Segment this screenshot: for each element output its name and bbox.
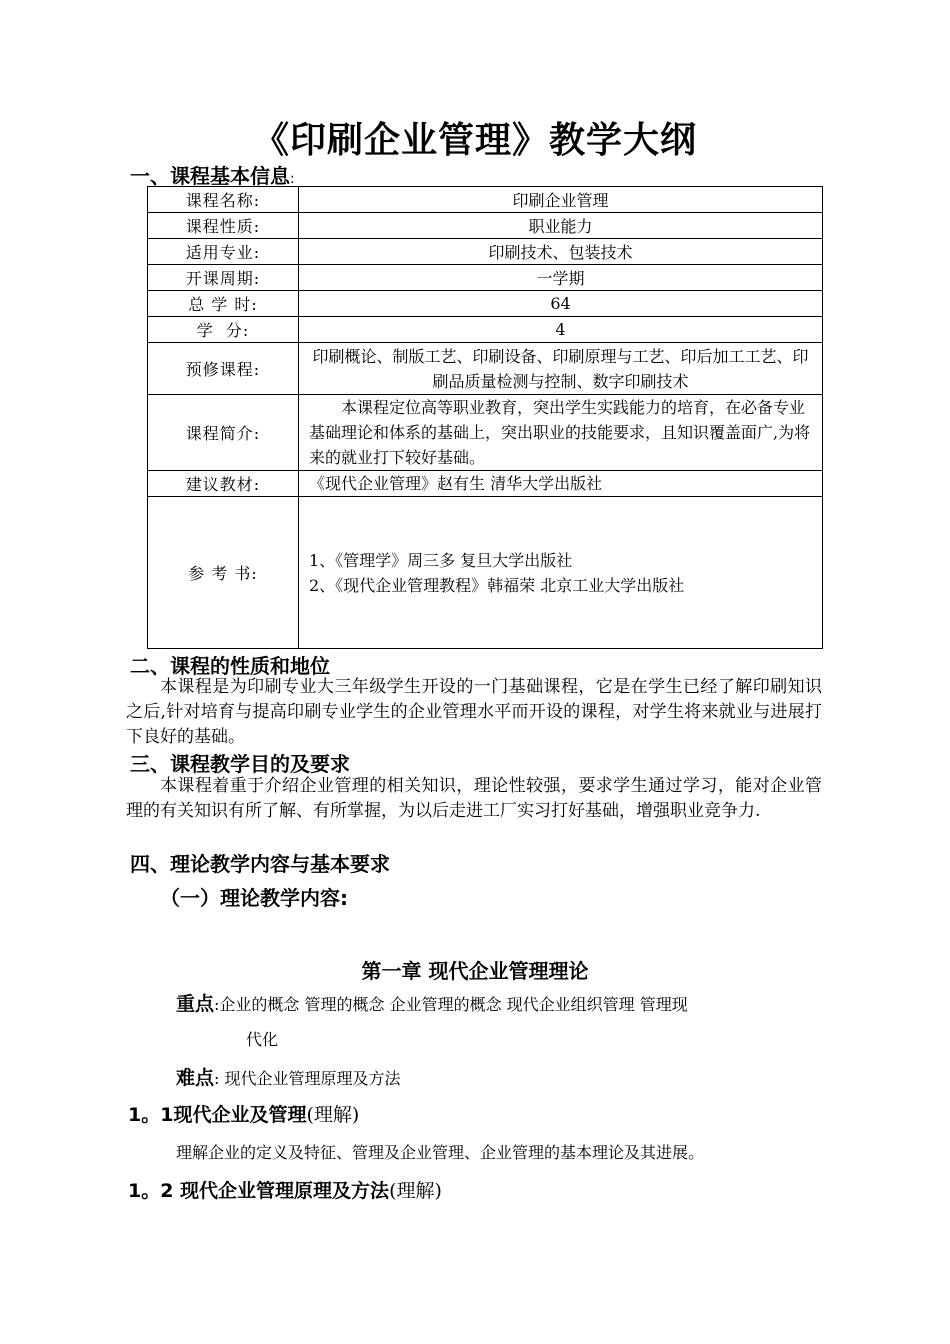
intro-label: 课程简介:	[148, 395, 299, 471]
hours-value: 64	[299, 291, 823, 317]
ref-item: 2、《现代企业管理教程》韩福荣 北京工业大学出版社	[309, 575, 685, 595]
section-heading-text: 一、课程基本信息	[130, 164, 290, 188]
key-points-line	[176, 986, 688, 1023]
course-info-table	[147, 186, 823, 649]
section-1-2-tag: (理解)	[389, 1180, 442, 1202]
course-nature-value: 职业能力	[299, 213, 823, 239]
textbook-value: 《现代企业管理》赵有生 清华大学出版社	[299, 471, 823, 497]
section-1-1-title: 1。1现代企业及管理	[128, 1104, 307, 1126]
intro-value: 本课程定位高等职业教育，突出学生实践能力的培育，在必备专业基础理论和体系的基础上，突出职业的技能要求，且知识覆盖面广,为将来的就业打下较好基础。	[299, 395, 823, 471]
section-goals-body: 本课程着重于介绍企业管理的相关知识，理论性较强，要求学生通过学习，能对企业管理的有关知识有所了解、有所掌握，为以后走进工厂实习打好基础，增强职业竞争力.	[126, 776, 822, 821]
table-row	[148, 471, 823, 497]
table-row	[148, 187, 823, 213]
section-heading-colon: :	[290, 171, 295, 187]
document-title: 《印刷企业管理》教学大纲	[252, 120, 697, 161]
table-row	[148, 265, 823, 291]
section-nature-body: 本课程是为印刷专业大三年级学生开设的一门基础课程，它是在学生已经了解印刷知识之后,针对培育与提高印刷专业学生的企业管理水平而开设的课程，对学生将来就业与进展打下良好的基础。	[126, 677, 822, 747]
section-heading-theory: 四、理论教学内容与基本要求	[130, 852, 390, 876]
period-label: 开课周期:	[148, 265, 299, 291]
section-1-1-body: 理解企业的定义及特征、管理及企业管理、企业管理的基本理论及其进展。	[176, 1143, 705, 1162]
difficult-points-line	[176, 1060, 401, 1097]
section-1-1-heading	[128, 1100, 359, 1127]
credits-value: 4	[299, 317, 823, 343]
key-points-continuation: 代化	[246, 1030, 279, 1049]
difficult-points-colon: :	[214, 1069, 220, 1088]
ref-item: 1、《管理学》周三多 复旦大学出版社	[309, 550, 573, 570]
section-heading-nature: 二、课程的性质和地位	[130, 654, 330, 678]
difficult-points-text: 现代企业管理原理及方法	[224, 1069, 401, 1088]
course-name-value: 印刷企业管理	[299, 187, 823, 213]
period-value: 一学期	[299, 265, 823, 291]
major-label: 适用专业:	[148, 239, 299, 265]
section-1-2-heading	[128, 1176, 442, 1203]
refs-value	[299, 497, 823, 649]
difficult-points-label: 难点	[176, 1067, 215, 1089]
table-row	[148, 213, 823, 239]
table-row	[148, 317, 823, 343]
table-row	[148, 343, 823, 395]
table-row	[148, 291, 823, 317]
section-heading-goals: 三、课程教学目的及要求	[130, 752, 350, 776]
chapter-title: 第一章 现代企业管理理论	[361, 959, 589, 983]
credits-label: 学 分:	[148, 317, 299, 343]
table-row	[148, 497, 823, 649]
prereq-value: 印刷概论、制版工艺、印刷设备、印刷原理与工艺、印后加工工艺、印刷品质量检测与控制、数字印刷技术	[299, 343, 823, 395]
hours-label: 总 学 时:	[148, 291, 299, 317]
subsection-heading-theory-content: （一）理论教学内容:	[160, 886, 348, 910]
prereq-label: 预修课程:	[148, 343, 299, 395]
textbook-label: 建议教材:	[148, 471, 299, 497]
course-nature-label: 课程性质:	[148, 213, 299, 239]
table-row	[148, 395, 823, 471]
course-name-label: 课程名称:	[148, 187, 299, 213]
refs-label: 参 考 书:	[148, 497, 299, 649]
key-points-colon: :	[214, 995, 220, 1014]
table-row	[148, 239, 823, 265]
key-points-label: 重点	[176, 993, 215, 1015]
section-1-1-tag: (理解)	[306, 1104, 360, 1126]
major-value: 印刷技术、包装技术	[299, 239, 823, 265]
section-heading-basic-info	[130, 160, 295, 189]
key-points-text: 企业的概念 管理的概念 企业管理的概念 现代企业组织管理 管理现	[219, 995, 688, 1014]
section-1-2-title: 1。2 现代企业管理原理及方法	[128, 1180, 390, 1202]
